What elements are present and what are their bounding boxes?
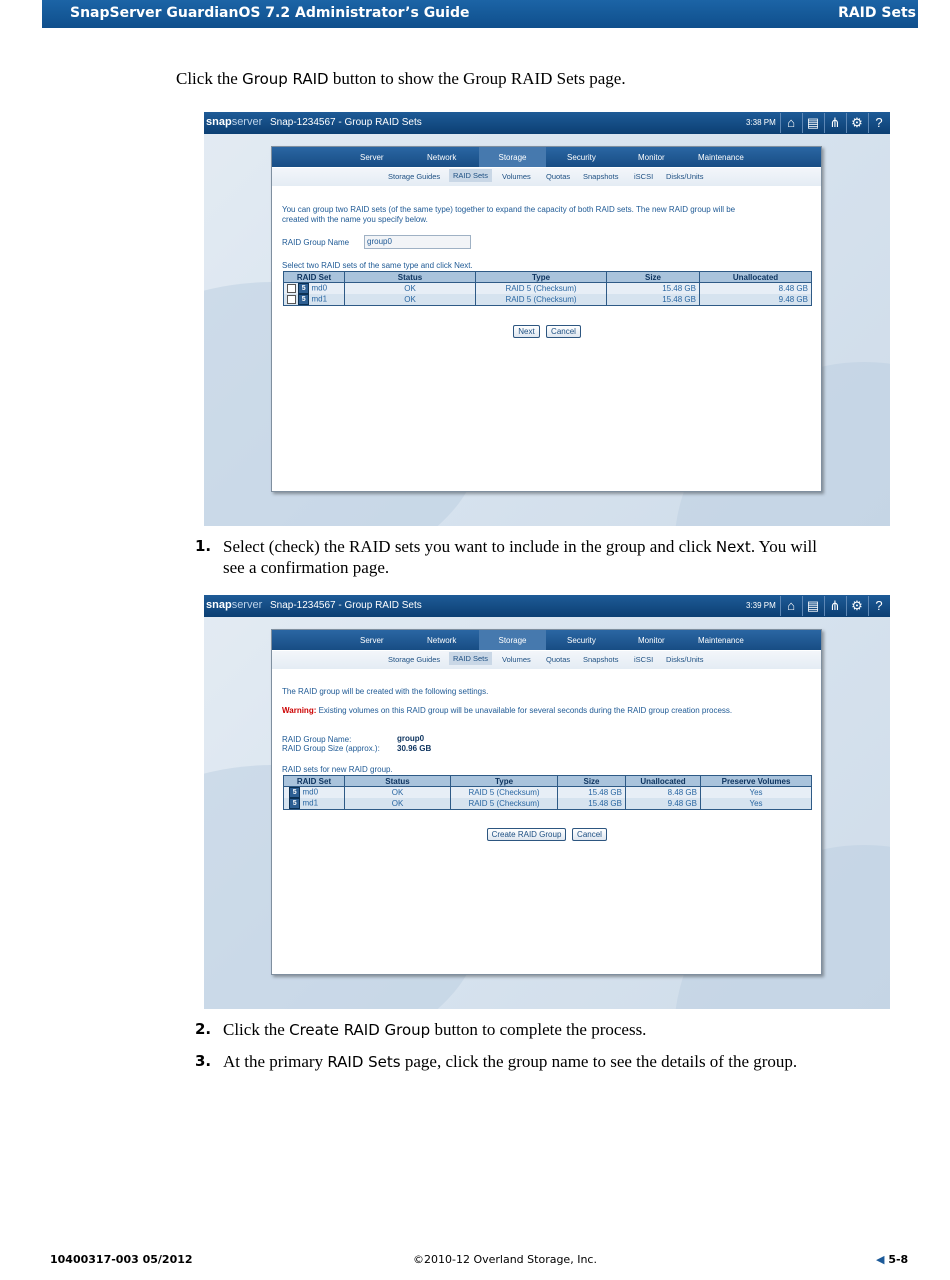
table-row — [284, 798, 812, 810]
warning-label: Warning: — [282, 706, 317, 715]
raid-group-name-value: group0 — [397, 734, 425, 743]
preserve-cell: Yes — [701, 787, 812, 799]
intro-button-ref: Group RAID — [242, 70, 329, 88]
main-nav — [272, 630, 821, 650]
subtab-quotas[interactable]: Quotas — [546, 655, 571, 664]
tab-server[interactable]: Server — [360, 153, 384, 162]
description-line-1: You can group two RAID sets (of the same type) together to expand the capacity of both RAID sets. The new RAID group will be — [282, 205, 736, 214]
step-1-line-2: see a confirmation page. — [223, 558, 390, 577]
raid-set-name: md0 — [311, 283, 328, 293]
tab-monitor[interactable]: Monitor — [638, 153, 665, 162]
app-title-bar — [204, 595, 890, 617]
server-icon[interactable]: ▤ — [802, 113, 823, 133]
status-cell: OK — [345, 283, 476, 295]
subtab-volumes[interactable]: Volumes — [502, 172, 531, 181]
raid5-icon: 5 — [298, 283, 309, 294]
col-preserve-volumes: Preserve Volumes — [701, 776, 812, 787]
step-1-text — [223, 536, 817, 558]
raid5-icon: 5 — [298, 294, 309, 305]
raid-set-cell — [284, 283, 345, 295]
col-unallocated: Unallocated — [700, 272, 812, 283]
step-2-pre: Click the — [223, 1020, 290, 1039]
help-icon[interactable]: ? — [868, 596, 889, 616]
tab-security[interactable]: Security — [567, 153, 596, 162]
tab-storage[interactable]: Storage — [479, 630, 546, 650]
status-cell: OK — [345, 798, 451, 810]
unallocated-cell: 8.48 GB — [626, 787, 701, 799]
step-3-pre: At the primary — [223, 1052, 328, 1071]
intro-text-post: button to show the Group RAID Sets page. — [328, 69, 626, 88]
raid-set-name: md1 — [311, 294, 328, 304]
snapserver-logo: snapserver — [206, 599, 263, 611]
app-title-bar — [204, 112, 890, 134]
help-icon[interactable]: ? — [868, 113, 889, 133]
subtab-storage-guides[interactable]: Storage Guides — [388, 172, 441, 181]
col-status: Status — [345, 272, 476, 283]
raid-set-cell — [284, 294, 345, 306]
cancel-button[interactable]: Cancel — [546, 325, 581, 338]
tab-network[interactable]: Network — [427, 636, 457, 645]
prev-page-arrow-icon[interactable]: ◀ — [876, 1253, 885, 1266]
step-3-button-ref: RAID Sets — [327, 1053, 401, 1071]
col-size: Size — [558, 776, 626, 787]
unallocated-cell: 9.48 GB — [626, 798, 701, 810]
next-button[interactable]: Next — [513, 325, 540, 338]
tab-security[interactable]: Security — [567, 636, 596, 645]
select-checkbox[interactable] — [287, 284, 296, 293]
raid5-icon: 5 — [289, 798, 300, 809]
table-row — [284, 283, 812, 295]
guide-title: SnapServer GuardianOS 7.2 Administrator’s Guide — [70, 5, 470, 21]
preserve-cell: Yes — [701, 798, 812, 810]
create-raid-group-button[interactable]: Create RAID Group — [487, 828, 566, 841]
step-1-pre: Select (check) the RAID sets you want to include in the group and click — [223, 537, 716, 556]
step-2-post: button to complete the process. — [430, 1020, 647, 1039]
sub-nav — [272, 651, 821, 669]
app-page-title: Snap-1234567 - Group RAID Sets — [270, 117, 422, 128]
col-size: Size — [607, 272, 700, 283]
snapserver-logo: snapserver — [206, 116, 263, 128]
tab-monitor[interactable]: Monitor — [638, 636, 665, 645]
step-1-number: 1. — [195, 537, 212, 555]
col-unallocated: Unallocated — [626, 776, 701, 787]
app-page-title: Snap-1234567 - Group RAID Sets — [270, 600, 422, 611]
step-2-text — [223, 1019, 646, 1041]
subtab-volumes[interactable]: Volumes — [502, 655, 531, 664]
table-header-row — [284, 272, 812, 283]
step-1-post: . You will — [750, 537, 817, 556]
raid-set-name: md1 — [302, 798, 319, 808]
col-type: Type — [476, 272, 607, 283]
subtab-raid-sets[interactable]: RAID Sets — [449, 652, 492, 665]
page-number-text: 5-8 — [888, 1253, 909, 1266]
step-3-text — [223, 1051, 797, 1073]
select-checkbox[interactable] — [287, 295, 296, 304]
tab-maintenance[interactable]: Maintenance — [698, 153, 744, 162]
subtab-snapshots[interactable]: Snapshots — [583, 172, 619, 181]
raid-set-name: md0 — [302, 787, 319, 797]
home-icon[interactable]: ⌂ — [780, 596, 801, 616]
subtab-disks-units[interactable]: Disks/Units — [666, 172, 704, 181]
table-row — [284, 787, 812, 799]
sub-nav — [272, 168, 821, 186]
type-cell: RAID 5 (Checksum) — [451, 798, 558, 810]
size-cell: 15.48 GB — [607, 283, 700, 295]
intro-paragraph — [176, 68, 626, 90]
intro-text-pre: Click the — [176, 69, 243, 88]
raid-set-cell — [284, 798, 345, 810]
step-2-button-ref: Create RAID Group — [289, 1021, 431, 1039]
raid-group-name-label: RAID Group Name — [282, 238, 350, 247]
gear-icon[interactable]: ⚙ — [846, 113, 867, 133]
settings-intro: The RAID group will be created with the following settings. — [282, 687, 489, 696]
size-cell: 15.48 GB — [558, 798, 626, 810]
size-cell: 15.48 GB — [558, 787, 626, 799]
cancel-button[interactable]: Cancel — [572, 828, 607, 841]
raid-group-size-label: RAID Group Size (approx.): — [282, 744, 380, 753]
network-icon[interactable]: ⋔ — [824, 596, 845, 616]
server-icon[interactable]: ▤ — [802, 596, 823, 616]
subtab-quotas[interactable]: Quotas — [546, 172, 571, 181]
unallocated-cell: 9.48 GB — [700, 294, 812, 306]
size-cell: 15.48 GB — [607, 294, 700, 306]
subtab-storage-guides[interactable]: Storage Guides — [388, 655, 441, 664]
page-number — [876, 1253, 908, 1266]
status-cell: OK — [345, 787, 451, 799]
select-instruction: Select two RAID sets of the same type and click Next. — [282, 261, 473, 270]
col-type: Type — [451, 776, 558, 787]
raid-sets-caption: RAID sets for new RAID group. — [282, 765, 393, 774]
type-cell: RAID 5 (Checksum) — [451, 787, 558, 799]
step-2-number: 2. — [195, 1020, 212, 1038]
content-panel — [271, 629, 822, 975]
tab-storage[interactable]: Storage — [479, 147, 546, 167]
step-3-number: 3. — [195, 1052, 212, 1070]
step-3-post: page, click the group name to see the details of the group. — [400, 1052, 798, 1071]
tab-network[interactable]: Network — [427, 153, 457, 162]
warning-text: Existing volumes on this RAID group will be unavailable for several seconds during the RAID group creation process. — [316, 706, 733, 715]
tab-maintenance[interactable]: Maintenance — [698, 636, 744, 645]
new-group-raid-set-table — [283, 775, 812, 810]
status-cell: OK — [345, 294, 476, 306]
doc-number: 10400317-003 05/2012 — [50, 1253, 193, 1266]
col-status: Status — [345, 776, 451, 787]
raid-set-table — [283, 271, 812, 306]
subtab-iscsi[interactable]: iSCSI — [634, 655, 654, 664]
type-cell: RAID 5 (Checksum) — [476, 294, 607, 306]
network-icon[interactable]: ⋔ — [824, 113, 845, 133]
warning-message — [282, 706, 732, 716]
raid-set-cell — [284, 787, 345, 799]
subtab-disks-units[interactable]: Disks/Units — [666, 655, 704, 664]
content-panel — [271, 146, 822, 492]
gear-icon[interactable]: ⚙ — [846, 596, 867, 616]
col-raid-set: RAID Set — [284, 776, 345, 787]
page-header-bar — [42, 0, 918, 28]
clock: 3:38 PM — [746, 118, 776, 127]
section-title: RAID Sets — [838, 5, 916, 21]
type-cell: RAID 5 (Checksum) — [476, 283, 607, 295]
raid-group-name-input[interactable]: group0 — [364, 235, 471, 249]
col-raid-set: RAID Set — [284, 272, 345, 283]
copyright: ©2010-12 Overland Storage, Inc. — [413, 1253, 597, 1266]
tab-server[interactable]: Server — [360, 636, 384, 645]
clock: 3:39 PM — [746, 601, 776, 610]
raid5-icon: 5 — [289, 787, 300, 798]
description-line-2: created with the name you specify below. — [282, 215, 428, 224]
raid-group-name-label: RAID Group Name: — [282, 735, 352, 744]
main-nav — [272, 147, 821, 167]
table-row — [284, 294, 812, 306]
raid-group-size-value: 30.96 GB — [397, 744, 432, 753]
home-icon[interactable]: ⌂ — [780, 113, 801, 133]
subtab-raid-sets[interactable]: RAID Sets — [449, 169, 492, 182]
step-1-button-ref: Next — [715, 538, 751, 556]
subtab-snapshots[interactable]: Snapshots — [583, 655, 619, 664]
unallocated-cell: 8.48 GB — [700, 283, 812, 295]
screenshot-group-raid-sets — [204, 112, 890, 526]
subtab-iscsi[interactable]: iSCSI — [634, 172, 654, 181]
table-header-row — [284, 776, 812, 787]
screenshot-confirm-raid-group — [204, 595, 890, 1009]
